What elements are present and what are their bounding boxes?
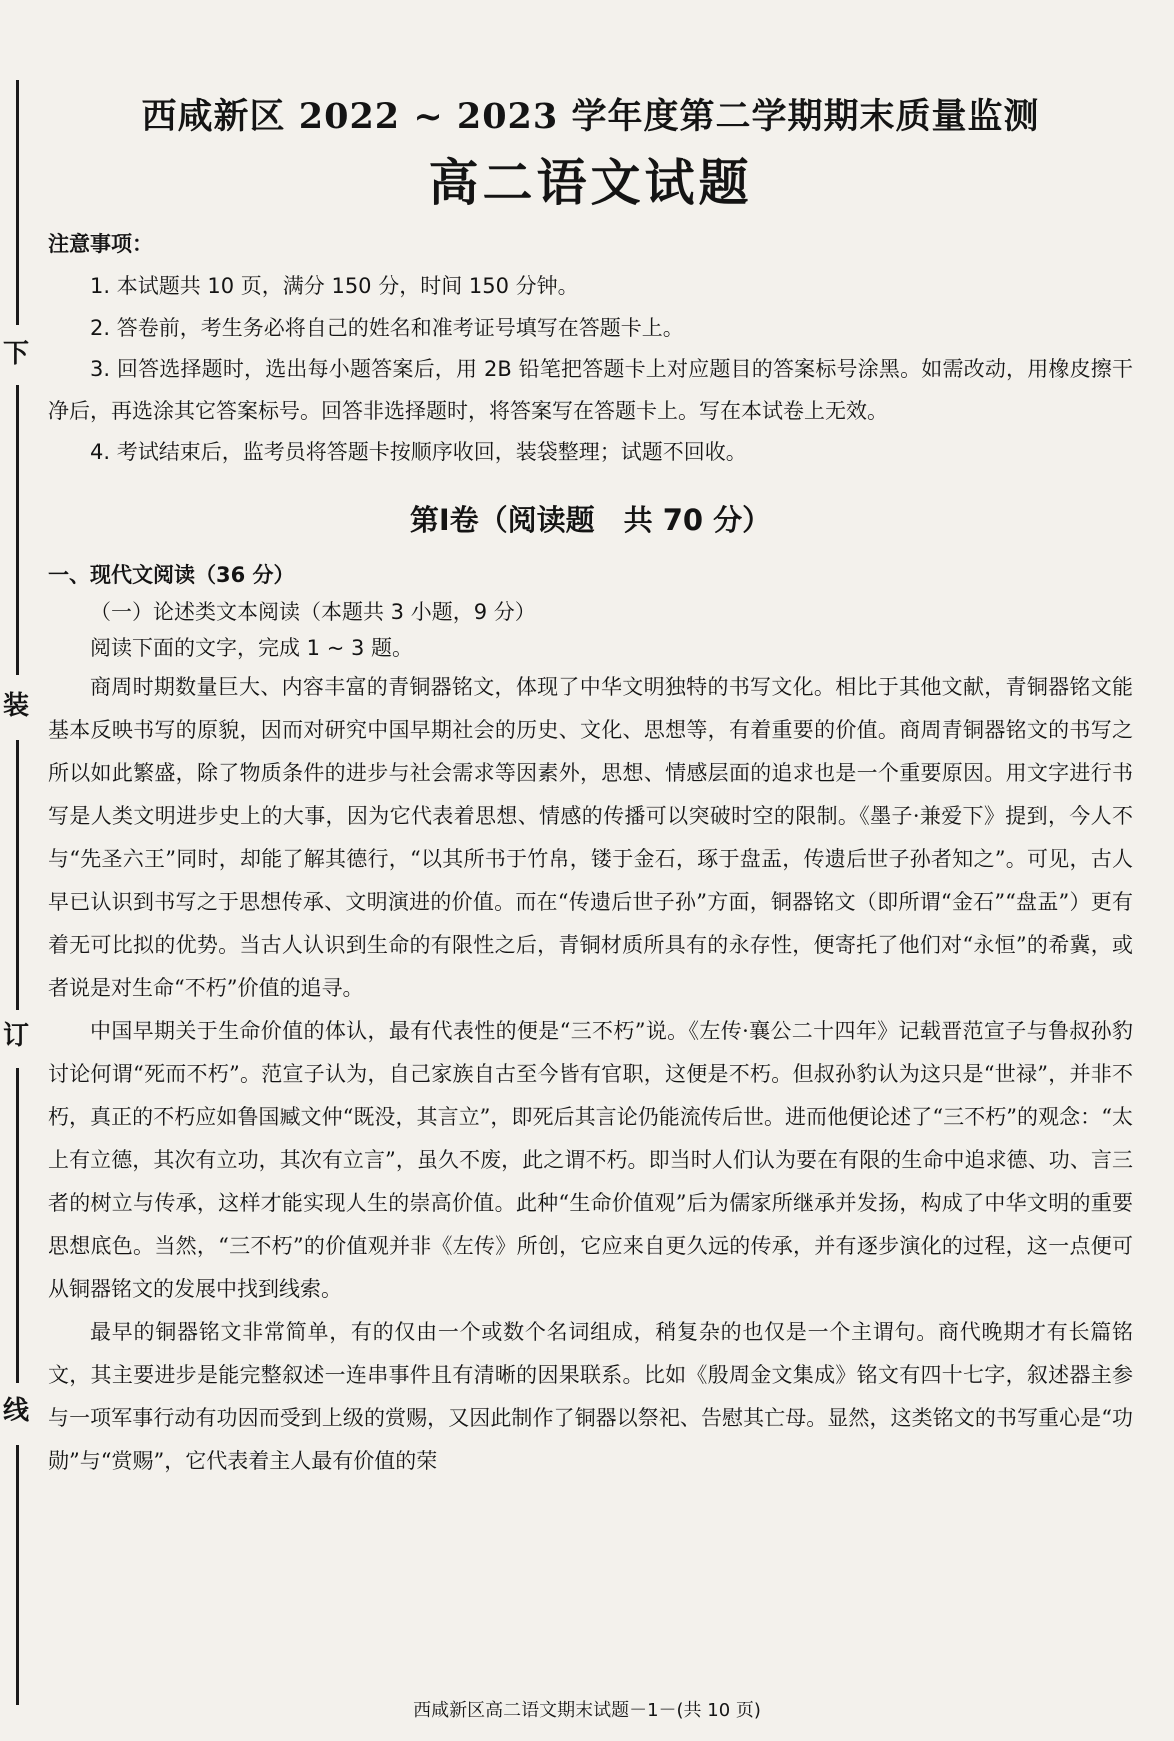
binding-char-ding: 订 bbox=[0, 1020, 32, 1052]
content bbox=[48, 90, 1133, 1483]
passage bbox=[48, 666, 1133, 1483]
exam-title: 西咸新区 2022 ~ 2023 学年度第二学期期末质量监测 bbox=[141, 96, 1040, 137]
notice-block bbox=[48, 222, 1133, 474]
binding-line-bottom bbox=[16, 1445, 19, 1705]
binding-char-xia: 下 bbox=[0, 338, 32, 370]
notice-item: 4. 考试结束后，监考员将答题卡按顺序收回，装袋整理；试题不回收。 bbox=[90, 440, 747, 464]
binding-line-1 bbox=[16, 385, 19, 675]
binding-line-3 bbox=[16, 1068, 19, 1383]
notice-item: 2. 答卷前，考生务必将自己的姓名和准考证号填写在答题卡上。 bbox=[90, 315, 684, 340]
binding-line-2 bbox=[16, 740, 19, 1010]
section-title: 第Ⅰ卷（阅读题 共 70 分） bbox=[409, 502, 772, 537]
part-heading: 一、现代文阅读（36 分） bbox=[48, 562, 295, 587]
exam-subtitle: 高二语文试题 bbox=[428, 154, 753, 212]
passage-paragraph: 最早的铜器铭文非常简单，有的仅由一个或数个名词组成，稍复杂的也仅是一个主谓句。商代晚期才有长篇铭文，其主要进步是能完整叙述一连串事件且有清晰的因果联系。比如《殷周金文集成》铭文有四十七字，叙述器主参与一项军事行动有功因而受到上级的赏赐，又因此制作了铜器以祭祀、告慰其亡母。显然，这类铭文的书写重心是“功勋”与“赏赐”，它代表着主人最有价值的荣 bbox=[48, 1319, 1133, 1473]
notice-item: 3. 回答选择题时，选出每小题答案后，用 2B 铅笔把答题卡上对应题目的答案标号涂黑。如需改动，用橡皮擦干净后，再选涂其它答案标号。回答非选择题时，将答案写在答题卡上。写在本试卷上无效。 bbox=[48, 357, 1133, 423]
passage-paragraph: 中国早期关于生命价值的体认，最有代表性的便是“三不朽”说。《左传·襄公二十四年》记载晋范宣子与鲁叔孙豹讨论何谓“死而不朽”。范宣子认为，自己家族自古至今皆有官职，这便是不朽。但叔孙豹认为这只是“世禄”，并非不朽，真正的不朽应如鲁国臧文仲“既没，其言立”，即死后其言论仍能流传后世。进而他便论述了“三不朽”的观念：“太上有立德，其次有立功，其次有立言”，虽久不废，此之谓不朽。即当时人们认为要在有限的生命中追求德、功、言三者的树立与传承，这样才能实现人生的崇高价值。此种“生命价值观”后为儒家所继承并发扬，构成了中华文明的重要思想底色。当然，“三不朽”的价值观并非《左传》所创，它应来自更久远的传承，并有逐步演化的过程，这一点便可从铜器铭文的发展中找到线索。 bbox=[48, 1018, 1133, 1301]
binding-char-zhuang: 装 bbox=[0, 690, 32, 722]
binding-line-top bbox=[16, 80, 19, 325]
passage-paragraph: 商周时期数量巨大、内容丰富的青铜器铭文，体现了中华文明独特的书写文化。相比于其他文献，青铜器铭文能基本反映书写的原貌，因而对研究中国早期社会的历史、文化、思想等，有着重要的价值。商周青铜器铭文的书写之所以如此繁盛，除了物质条件的进步与社会需求等因素外，思想、情感层面的追求也是一个重要原因。用文字进行书写是人类文明进步史上的大事，因为它代表着思想、情感的传播可以突破时空的限制。《墨子·兼爱下》提到，今人不与“先圣六王”同时，却能了解其德行，“以其所书于竹帛，镂于金石，琢于盘盂，传遗后世子孙者知之”。可见，古人早已认识到书写之于思想传承、文明演进的价值。而在“传遗后世子孙”方面，铜器铭文（即所谓“金石”“盘盂”）更有着无可比拟的优势。当古人认识到生命的有限性之后，青铜材质所具有的永存性，便寄托了他们对“永恒”的希冀，或者说是对生命“不朽”价值的追寻。 bbox=[48, 674, 1133, 1000]
notice-item: 1. 本试题共 10 页，满分 150 分，时间 150 分钟。 bbox=[90, 274, 579, 298]
sub-heading: （一）论述类文本阅读（本题共 3 小题，9 分） bbox=[90, 599, 536, 624]
binding-char-xian: 线 bbox=[0, 1395, 32, 1427]
page-footer: 西咸新区高二语文期末试题－1－(共 10 页) bbox=[413, 1700, 761, 1721]
notice-heading: 注意事项： bbox=[48, 232, 153, 256]
instruction: 阅读下面的文字，完成 1 ~ 3 题。 bbox=[90, 635, 414, 660]
